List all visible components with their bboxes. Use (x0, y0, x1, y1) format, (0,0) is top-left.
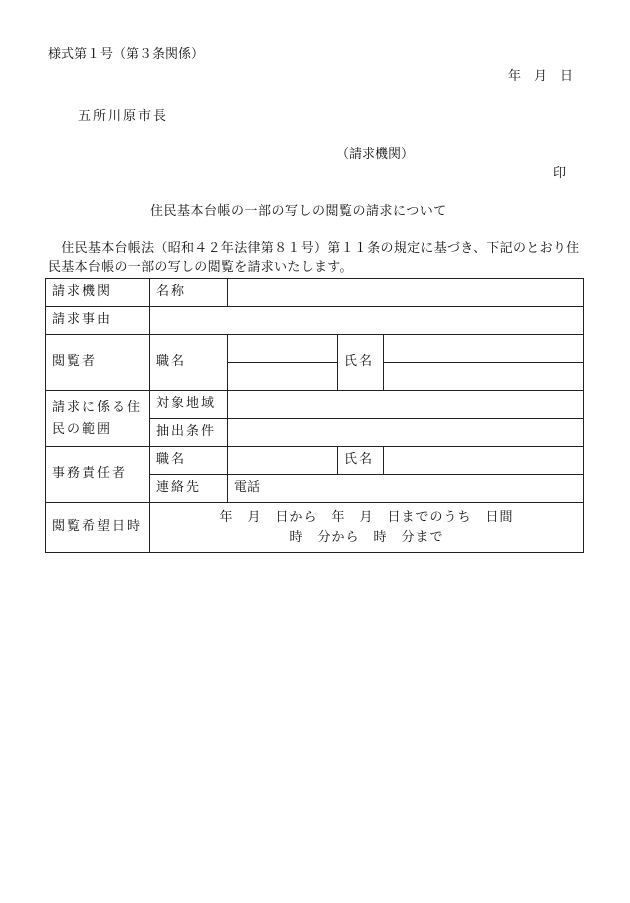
phone-label: 電話 (234, 480, 261, 496)
viewer-job-title-label: 職名 (150, 335, 228, 391)
requester-org-label: （請求機関） (336, 147, 415, 162)
responsible-full-name-field[interactable] (384, 447, 584, 475)
request-reason-label: 請求事由 (46, 307, 150, 335)
responsible-job-title-label: 職名 (150, 447, 228, 475)
date-range-line: 年 月 日から 年 月 日までのうち 日間 (219, 509, 514, 525)
contact-label: 連絡先 (150, 475, 228, 503)
date-line: 年 月 日 (508, 69, 574, 84)
table-row-request-reason (46, 307, 584, 335)
viewer-job-title-field-2[interactable] (228, 363, 338, 391)
viewer-label: 閲覧者 (46, 335, 150, 391)
table-row-requesting-org (46, 279, 584, 307)
seal-mark: 印 (553, 166, 567, 181)
extraction-conditions-field[interactable] (228, 419, 584, 447)
extraction-conditions-label: 抽出条件 (150, 419, 228, 447)
viewer-full-name-label: 氏名 (338, 335, 384, 391)
body-text: 住民基本台帳法（昭和４２年法律第８１号）第１１条の規定に基づき、下記のとおり住民基本台帳の一部の写しの閲覧を請求いたします。 (48, 241, 580, 275)
table-row-target-area (46, 391, 584, 419)
request-reason-field[interactable] (150, 307, 584, 335)
target-area-field[interactable] (228, 391, 584, 419)
addressee: 五所川原市長 (78, 109, 169, 124)
requesting-org-label: 請求機関 (46, 279, 150, 307)
document-title: 住民基本台帳の一部の写しの閲覧の請求について (150, 204, 447, 219)
form-number: 様式第１号（第３条関係） (48, 47, 205, 62)
responsible-full-name-label: 氏名 (338, 447, 384, 475)
viewer-job-title-field-1[interactable] (228, 335, 338, 363)
responsible-person-label: 事務責任者 (46, 447, 150, 503)
table-row-viewer-1 (46, 335, 584, 363)
table-row-responsible-1 (46, 447, 584, 475)
table-row-desired-datetime (46, 503, 584, 553)
responsible-job-title-field[interactable] (228, 447, 338, 475)
scope-of-residents-label: 請求に係る住民の範囲 (46, 391, 150, 447)
requesting-org-name-field[interactable] (228, 279, 584, 307)
viewer-full-name-field-2[interactable] (384, 363, 584, 391)
time-range-line: 時 分から 時 分まで (289, 529, 444, 545)
desired-datetime-field[interactable] (150, 503, 584, 553)
name-label: 名称 (150, 279, 228, 307)
viewer-full-name-field-1[interactable] (384, 335, 584, 363)
phone-field[interactable] (228, 475, 584, 503)
request-form-table (45, 278, 584, 553)
target-area-label: 対象地域 (150, 391, 228, 419)
desired-datetime-label: 閲覧希望日時 (46, 503, 150, 553)
